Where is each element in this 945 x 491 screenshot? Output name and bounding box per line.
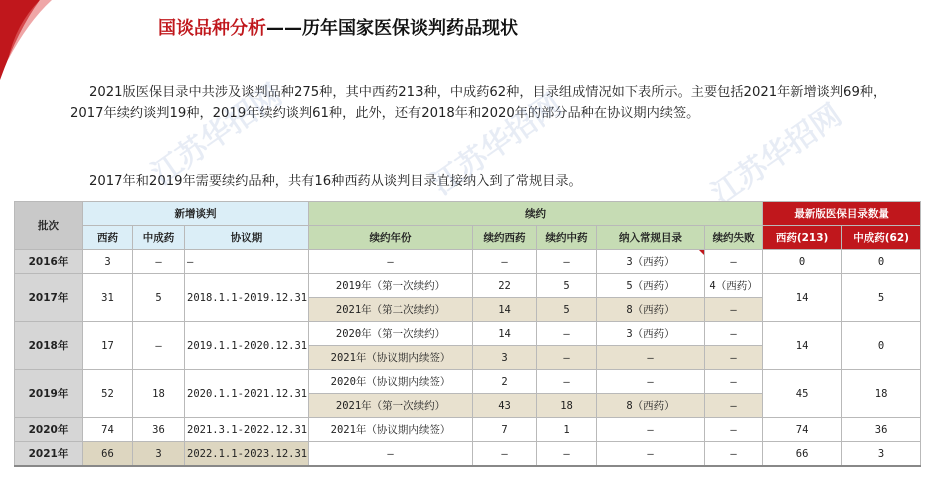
new-tcm-cell: 3 — [133, 442, 185, 467]
renew-regular-cell: – — [597, 370, 705, 394]
batch-cell: 2017年 — [15, 274, 83, 322]
header-latest-west: 西药(213) — [763, 226, 842, 250]
latest-west-cell: 45 — [763, 370, 842, 418]
negotiation-table — [14, 201, 921, 467]
period-cell: 2018.1.1-2019.12.31 — [185, 274, 309, 322]
table-row — [15, 442, 921, 467]
header-latest-group: 最新版医保目录数量 — [763, 202, 921, 226]
latest-tcm-cell: 0 — [842, 322, 921, 370]
new-tcm-cell: 5 — [133, 274, 185, 322]
table-row — [15, 250, 921, 274]
latest-west-cell: 14 — [763, 274, 842, 322]
batch-cell: 2021年 — [15, 442, 83, 467]
renew-year-cell: 2021年（第一次续约） — [309, 394, 473, 418]
new-tcm-cell: – — [133, 322, 185, 370]
latest-tcm-cell: 36 — [842, 418, 921, 442]
new-tcm-cell: 18 — [133, 370, 185, 418]
renew-west-cell: – — [473, 442, 537, 467]
latest-tcm-cell: 5 — [842, 274, 921, 322]
renew-fail-cell: – — [705, 250, 763, 274]
renew-tcm-cell: – — [537, 442, 597, 467]
header-renew-regular: 纳入常规目录 — [597, 226, 705, 250]
period-cell: 2020.1.1-2021.12.31 — [185, 370, 309, 418]
header-latest-tcm: 中成药(62) — [842, 226, 921, 250]
batch-cell: 2020年 — [15, 418, 83, 442]
renew-west-cell: 43 — [473, 394, 537, 418]
title-sub: ——历年国家医保谈判药品现状 — [266, 18, 518, 39]
header-new-west: 西药 — [83, 226, 133, 250]
renew-fail-cell: – — [705, 322, 763, 346]
latest-west-cell: 0 — [763, 250, 842, 274]
renew-regular-cell: 5（西药） — [597, 274, 705, 298]
renew-fail-cell: 4（西药） — [705, 274, 763, 298]
renew-regular-cell: – — [597, 442, 705, 467]
header-new-period: 协议期 — [185, 226, 309, 250]
renew-tcm-cell: 5 — [537, 298, 597, 322]
renew-regular-cell: – — [597, 418, 705, 442]
page-title — [158, 14, 518, 40]
table-row — [15, 274, 921, 298]
intro-paragraph-1: 2021版医保目录中共涉及谈判品种275种，其中西药213种，中成药62种，目录组成情况如下表所示。主要包括2021年新增谈判69种，2017年续约谈判19种，2019年续约谈判61种，此外，还有2018年和2020年的部分品种在协议期内续签。 — [70, 85, 887, 121]
renew-tcm-cell: – — [537, 370, 597, 394]
table-row — [15, 418, 921, 442]
renew-fail-cell: – — [705, 346, 763, 370]
renew-year-cell: 2020年（第一次续约） — [309, 322, 473, 346]
new-west-cell: 17 — [83, 322, 133, 370]
header-new-group: 新增谈判 — [83, 202, 309, 226]
renew-tcm-cell: 1 — [537, 418, 597, 442]
renew-tcm-cell: – — [537, 322, 597, 346]
period-cell: – — [185, 250, 309, 274]
renew-regular-cell: 3（西药） — [597, 322, 705, 346]
watermark: 江苏华招网 — [705, 97, 849, 213]
renew-year-cell: 2020年（协议期内续签） — [309, 370, 473, 394]
renew-tcm-cell: – — [537, 346, 597, 370]
renew-west-cell: – — [473, 250, 537, 274]
renew-west-cell: 2 — [473, 370, 537, 394]
renew-fail-cell: – — [705, 298, 763, 322]
renew-west-cell: 3 — [473, 346, 537, 370]
latest-west-cell: 14 — [763, 322, 842, 370]
new-west-cell: 31 — [83, 274, 133, 322]
renew-fail-cell: – — [705, 442, 763, 467]
new-tcm-cell: – — [133, 250, 185, 274]
batch-cell: 2018年 — [15, 322, 83, 370]
renew-fail-cell: – — [705, 394, 763, 418]
latest-tcm-cell: 3 — [842, 442, 921, 467]
renew-west-cell: 22 — [473, 274, 537, 298]
header-renew-fail: 续约失败 — [705, 226, 763, 250]
renew-west-cell: 14 — [473, 298, 537, 322]
header-renew-year: 续约年份 — [309, 226, 473, 250]
renew-regular-cell: – — [597, 346, 705, 370]
renew-regular-cell: 8（西药） — [597, 298, 705, 322]
renew-regular-cell: 8（西药） — [597, 394, 705, 418]
table-row — [15, 322, 921, 346]
renew-tcm-cell: 5 — [537, 274, 597, 298]
new-west-cell: 74 — [83, 418, 133, 442]
renew-fail-cell: – — [705, 418, 763, 442]
renew-year-cell: 2021年（协议期内续签） — [309, 346, 473, 370]
batch-cell: 2016年 — [15, 250, 83, 274]
renew-tcm-cell: – — [537, 250, 597, 274]
decorative-swoosh — [0, 0, 60, 90]
latest-tcm-cell: 0 — [842, 250, 921, 274]
renew-year-cell: – — [309, 442, 473, 467]
latest-west-cell: 66 — [763, 442, 842, 467]
renew-year-cell: – — [309, 250, 473, 274]
watermark: 江苏华招网 — [425, 87, 569, 203]
title-main: 国谈品种分析 — [158, 18, 266, 39]
period-cell: 2021.3.1-2022.12.31 — [185, 418, 309, 442]
renew-year-cell: 2021年（第二次续约） — [309, 298, 473, 322]
header-new-tcm: 中成药 — [133, 226, 185, 250]
watermark: 江苏华招网 — [145, 77, 289, 193]
latest-west-cell: 74 — [763, 418, 842, 442]
renew-west-cell: 7 — [473, 418, 537, 442]
period-cell: 2022.1.1-2023.12.31 — [185, 442, 309, 467]
renew-year-cell: 2019年（第一次续约） — [309, 274, 473, 298]
new-tcm-cell: 36 — [133, 418, 185, 442]
header-renew-west: 续约西药 — [473, 226, 537, 250]
table-row — [15, 370, 921, 394]
header-batch: 批次 — [15, 202, 83, 250]
new-west-cell: 66 — [83, 442, 133, 467]
renew-west-cell: 14 — [473, 322, 537, 346]
period-cell: 2019.1.1-2020.12.31 — [185, 322, 309, 370]
new-west-cell: 52 — [83, 370, 133, 418]
renew-regular-cell: 3（西药） — [597, 250, 705, 274]
batch-cell: 2019年 — [15, 370, 83, 418]
new-west-cell: 3 — [83, 250, 133, 274]
renew-tcm-cell: 18 — [537, 394, 597, 418]
header-renew-group: 续约 — [309, 202, 763, 226]
renew-year-cell: 2021年（协议期内续签） — [309, 418, 473, 442]
renew-fail-cell: – — [705, 370, 763, 394]
intro-paragraph-2: 2017年和2019年需要续约品种，共有16种西药从谈判目录直接纳入到了常规目录。 — [89, 174, 582, 189]
latest-tcm-cell: 18 — [842, 370, 921, 418]
header-renew-tcm: 续约中药 — [537, 226, 597, 250]
